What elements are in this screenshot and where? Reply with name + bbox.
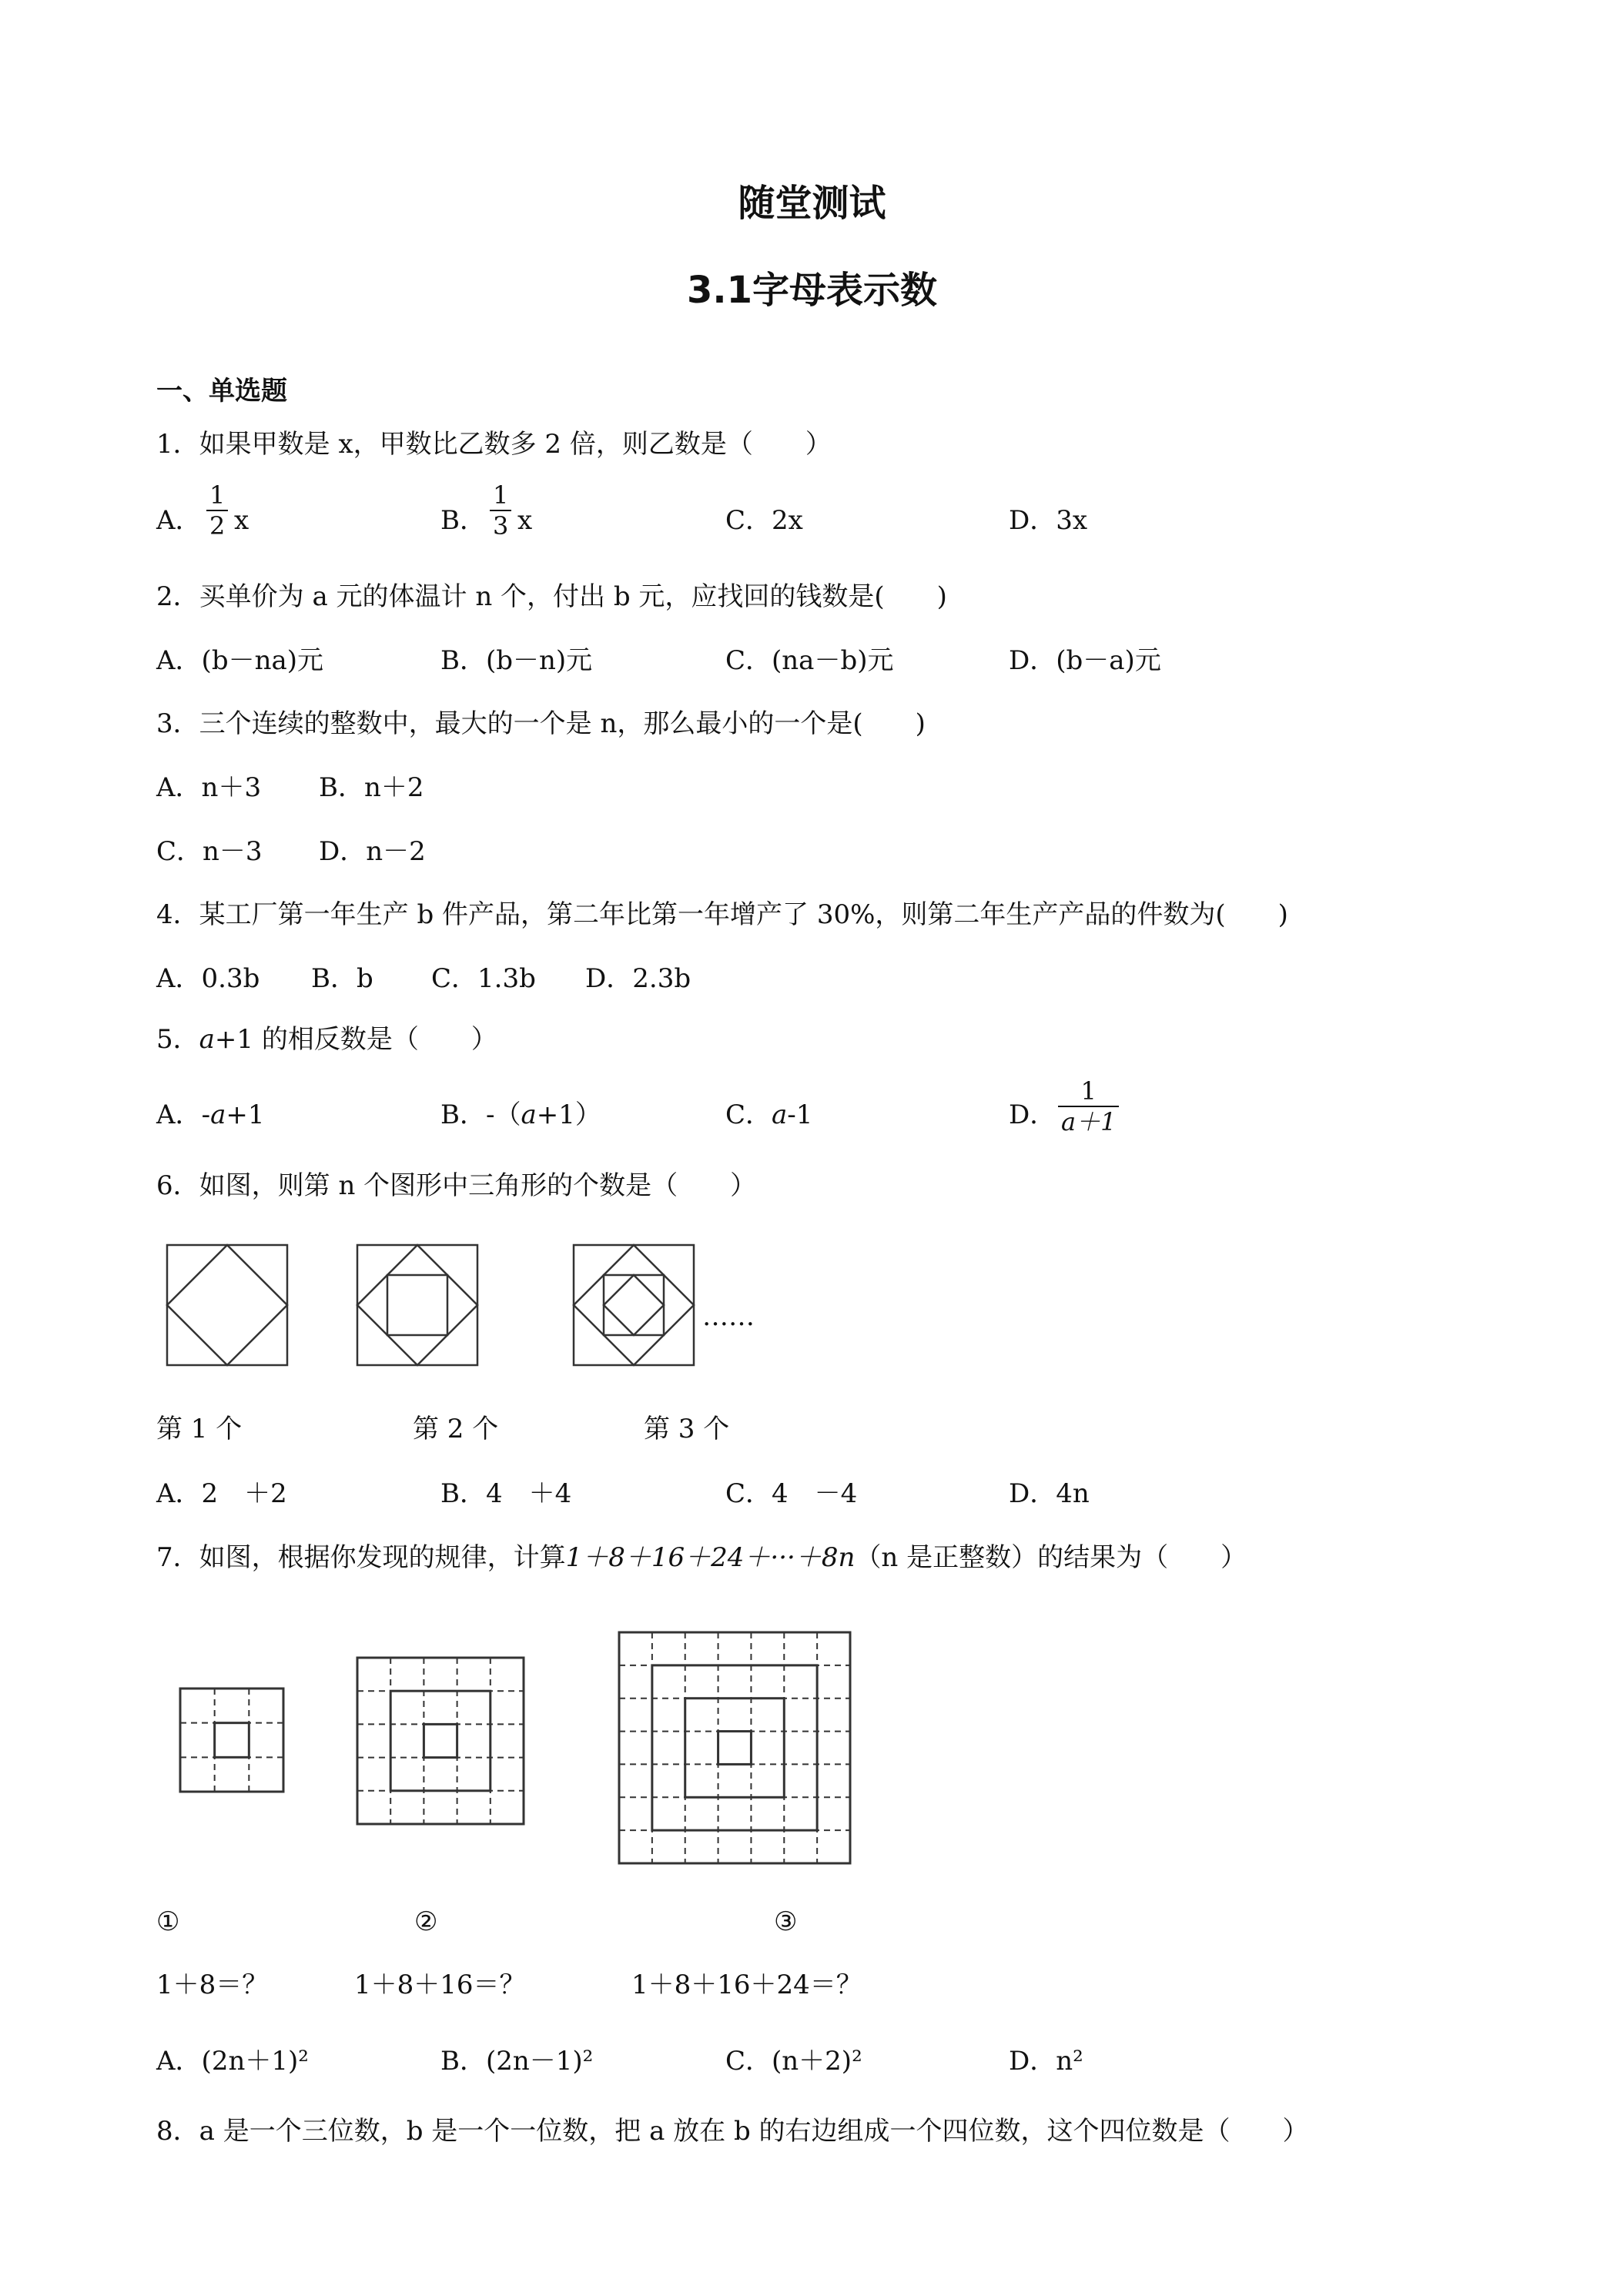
q5-option-b <box>440 1099 601 1130</box>
q6-fig3-diamond <box>574 1245 694 1365</box>
q2-option-b: B．(b－n)元 <box>440 645 593 676</box>
q6-option-b: B．4 ＋4 <box>440 1478 572 1509</box>
q1-b-numerator: 1 <box>493 480 509 510</box>
page-title: 随堂测试 <box>738 182 886 225</box>
q5-option-d-fraction <box>1058 1076 1119 1136</box>
q6-fig1-diamond <box>167 1245 287 1365</box>
q5-d-denominator: a＋1 <box>1058 1106 1119 1136</box>
q3-option-c: C．n－3 <box>156 836 263 867</box>
q7-fig1-label: ① <box>156 1906 180 1937</box>
q7-fig1-square-1 <box>215 1723 249 1758</box>
q5-b-pre: -（ <box>486 1099 521 1130</box>
q6-fig3-inner-square <box>604 1275 664 1335</box>
q6-fig3-caption: 第 3 个 <box>644 1414 730 1444</box>
q7-option-a: A．(2n＋1)² <box>156 2046 309 2077</box>
q5-b-label: B． <box>440 1099 486 1130</box>
q1-b-denominator: 3 <box>490 510 511 541</box>
q7-equation-3: 1＋8＋16＋24＝？ <box>631 1970 862 2000</box>
q5-c-label: C． <box>725 1099 772 1130</box>
q6-fig1-square <box>167 1245 287 1365</box>
q1-option-b-label: B． <box>440 505 486 536</box>
q7-stem-expr: 1＋8＋16＋24＋···＋8n <box>565 1542 856 1573</box>
q7-equation-1: 1＋8＝？ <box>156 1970 269 2000</box>
q7-fig2-square-1 <box>424 1724 457 1757</box>
q2-option-d: D．(b－a)元 <box>1009 645 1161 676</box>
q5-a-post: +1 <box>226 1099 265 1130</box>
q1-option-b-var: x <box>517 505 533 536</box>
q7-fig3-square-3 <box>685 1699 785 1798</box>
q6-ellipsis: …… <box>702 1301 755 1332</box>
q4-option-a: A．0.3b <box>156 963 260 994</box>
question-1-stem: 1．如果甲数是 x，甲数比乙数多 2 倍，则乙数是（ ） <box>156 429 832 460</box>
q6-option-d: D．4n <box>1009 1478 1090 1509</box>
q7-equation-2: 1＋8＋16＝？ <box>354 1970 526 2000</box>
q6-fig2-square <box>357 1245 477 1365</box>
q1-option-a-var: x <box>234 505 249 536</box>
q6-fig2-diamond <box>357 1245 477 1365</box>
q2-option-c: C．(na－b)元 <box>725 645 894 676</box>
question-7-stem <box>156 1542 1247 1573</box>
q1-option-d: D．3x <box>1009 505 1088 536</box>
question-8-stem: 8．a 是一个三位数，b 是一个一位数，把 a 放在 b 的右边组成一个四位数，这个四位数是（ ） <box>156 2116 1309 2147</box>
q3-option-a: A．n＋3 <box>156 772 262 803</box>
q5-b-var: a <box>521 1099 537 1130</box>
q3-option-b: B．n＋2 <box>319 772 424 803</box>
q7-option-b: B．(2n－1)² <box>440 2046 594 2077</box>
q7-fig2-label: ② <box>414 1906 438 1937</box>
q1-option-c: C．2x <box>725 505 803 536</box>
q1-option-a-label: A． <box>156 505 202 536</box>
q1-a-denominator: 2 <box>206 510 228 541</box>
q7-stem-pre: 7．如图，根据你发现的规律，计算 <box>156 1542 566 1573</box>
q5-a-var: a <box>210 1099 226 1130</box>
q7-stem-post: （n 是正整数）的结果为（ ） <box>855 1542 1247 1573</box>
q7-fig3-label: ③ <box>774 1906 798 1937</box>
q6-fig3-square <box>574 1245 694 1365</box>
q6-fig1-caption: 第 1 个 <box>156 1414 243 1444</box>
q4-option-c: C．1.3b <box>431 963 536 994</box>
q1-a-numerator: 1 <box>209 480 226 510</box>
q2-option-a: A．(b－na)元 <box>156 645 324 676</box>
q1-option-a-fraction <box>206 480 228 541</box>
q7-fig3-square-1 <box>718 1732 752 1765</box>
q7-option-c: C．(n＋2)² <box>725 2046 862 2077</box>
q5-option-d-label: D． <box>1009 1099 1056 1130</box>
q1-option-b-fraction <box>490 480 511 541</box>
q5-c-post: -1 <box>787 1099 813 1130</box>
q6-fig2-caption: 第 2 个 <box>413 1414 499 1444</box>
q5-a-label: A． <box>156 1099 202 1130</box>
q5-option-a <box>156 1099 264 1130</box>
q5-var: a <box>199 1024 215 1055</box>
q7-fig2-square-3 <box>390 1691 491 1791</box>
q4-option-b: B．b <box>311 963 373 994</box>
q6-option-a: A．2 ＋2 <box>156 1478 287 1509</box>
q5-b-post: +1） <box>536 1099 601 1130</box>
q5-a-pre: - <box>201 1099 211 1130</box>
q4-option-d: D．2.3b <box>585 963 691 994</box>
question-2-stem: 2．买单价为 a 元的体温计 n 个，付出 b 元，应找回的钱数是( ) <box>156 581 947 612</box>
section-heading: 一、单选题 <box>156 376 287 407</box>
q5-number: 5． <box>156 1024 199 1055</box>
question-5-stem <box>156 1024 497 1055</box>
question-3-stem: 3．三个连续的整数中，最大的一个是 n，那么最小的一个是( ) <box>156 708 926 739</box>
q7-fig1-square-3 <box>180 1689 283 1792</box>
q7-option-d: D．n² <box>1009 2046 1083 2077</box>
question-4-stem: 4．某工厂第一年生产 b 件产品，第二年比第一年增产了 30%，则第二年生产产品的件数为( ) <box>156 899 1288 930</box>
lesson-title: 3.1字母表示数 <box>686 269 938 312</box>
q7-fig2-square-5 <box>357 1658 524 1824</box>
question-6-stem: 6．如图，则第 n 个图形中三角形的个数是（ ） <box>156 1170 757 1201</box>
q3-option-d: D．n－2 <box>319 836 426 867</box>
q5-c-var: a <box>772 1099 788 1130</box>
q5-stem-text: +1 的相反数是（ ） <box>214 1024 497 1055</box>
q5-d-numerator: 1 <box>1080 1076 1097 1106</box>
q6-fig3-inner-diamond <box>604 1275 664 1335</box>
q7-fig3-square-5 <box>652 1665 817 1830</box>
q6-fig2-inner-square <box>387 1275 447 1335</box>
q6-option-c: C．4 －4 <box>725 1478 858 1509</box>
q5-option-c <box>725 1099 812 1130</box>
q7-fig3-square-7 <box>619 1632 850 1863</box>
